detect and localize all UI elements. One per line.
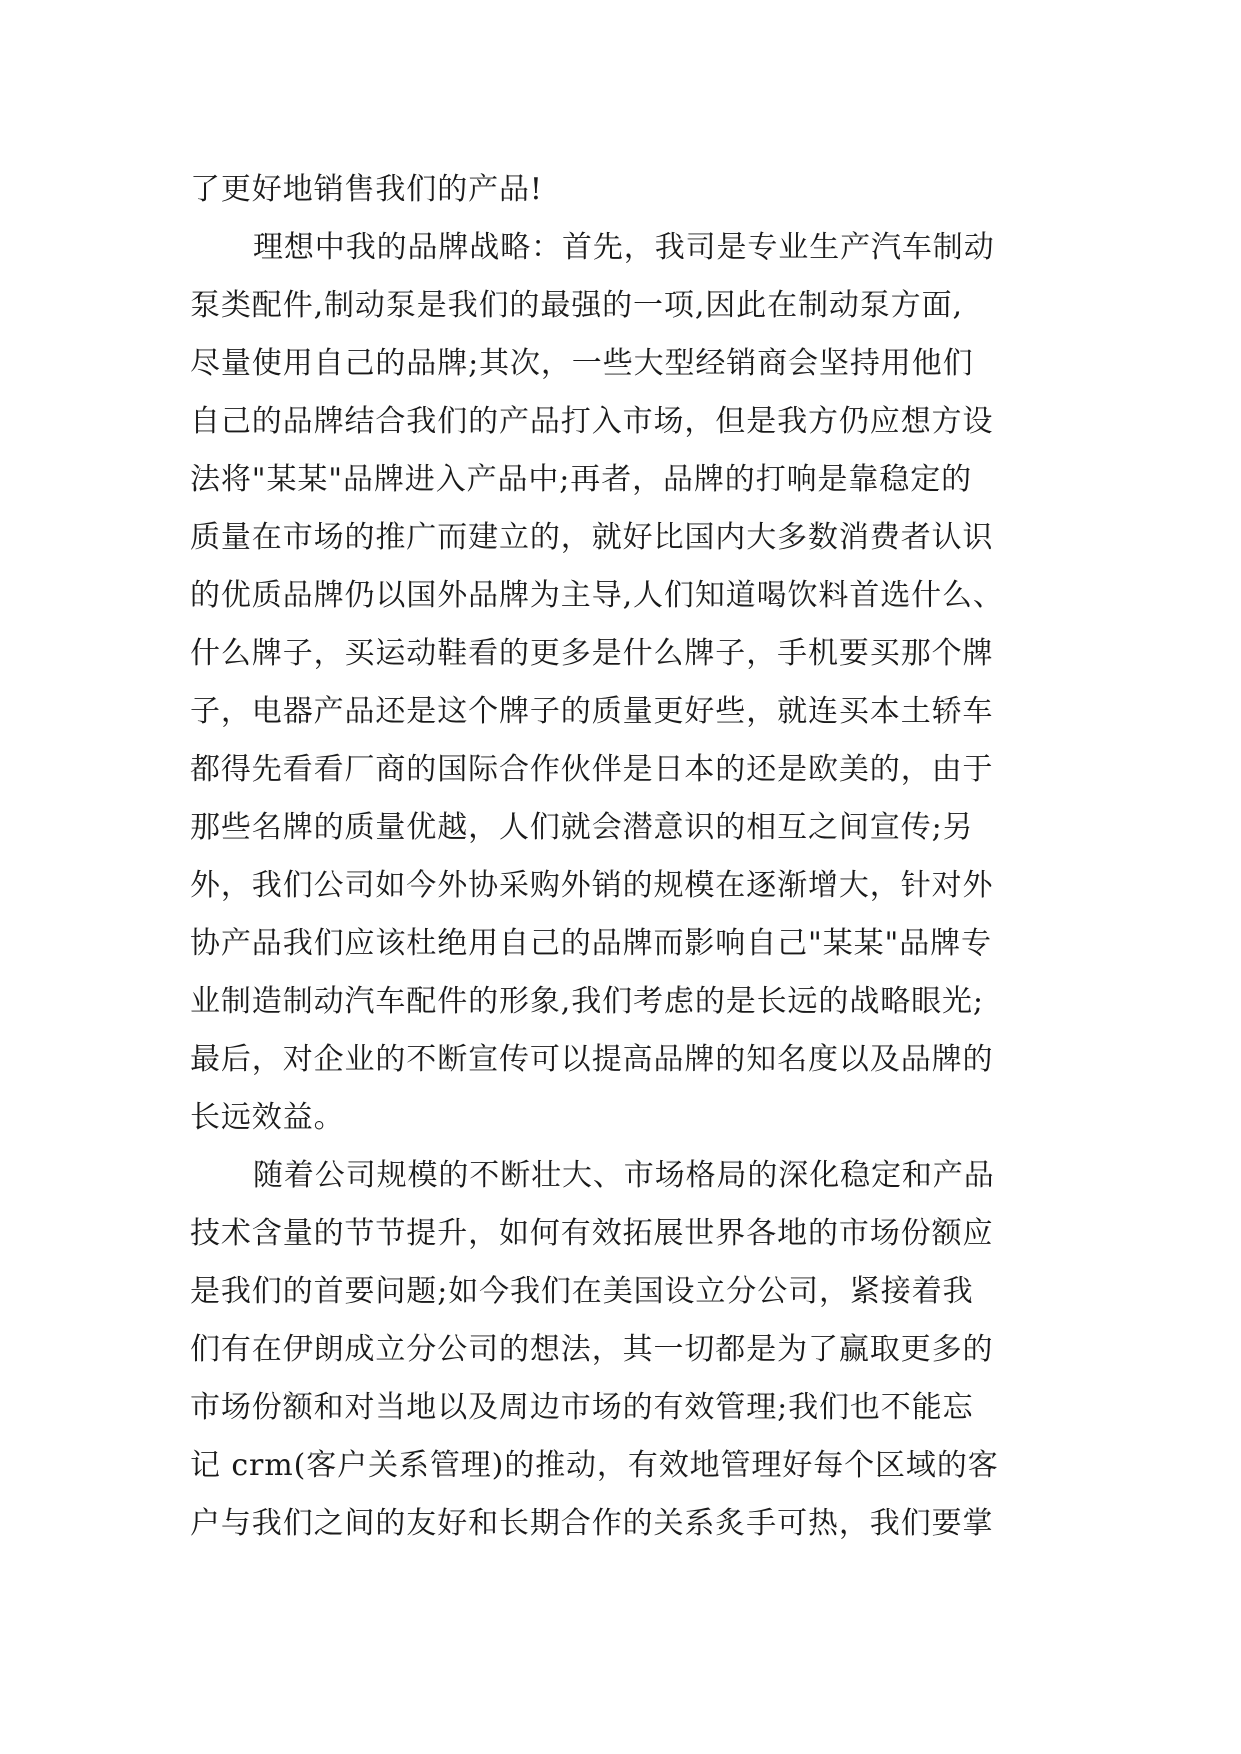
text-line: 外，我们公司如今外协采购外销的规模在逐渐增大，针对外 — [190, 868, 994, 903]
text-line: 质量在市场的推广而建立的，就好比国内大多数消费者认识 — [190, 520, 994, 555]
paragraph-first-line: 理想中我的品牌战略：首先，我司是专业生产汽车制动 — [253, 230, 995, 265]
text-line: 法将"某某"品牌进入产品中;再者，品牌的打响是靠稳定的 — [190, 462, 973, 497]
text-line: 户与我们之间的友好和长期合作的关系炙手可热，我们要掌 — [190, 1506, 994, 1541]
text-line: 都得先看看厂商的国际合作伙伴是日本的还是欧美的，由于 — [190, 752, 994, 787]
text-line: 了更好地销售我们的产品! — [190, 172, 543, 207]
text-line: 市场份额和对当地以及周边市场的有效管理;我们也不能忘 — [190, 1390, 974, 1425]
paragraph-first-line: 随着公司规模的不断壮大、市场格局的深化稳定和产品 — [253, 1158, 995, 1193]
text-line: 什么牌子，买运动鞋看的更多是什么牌子，手机要买那个牌 — [190, 636, 994, 671]
document-body — [190, 161, 1050, 1553]
text-line: 技术含量的节节提升，如何有效拓展世界各地的市场份额应 — [190, 1216, 994, 1251]
text-line: 协产品我们应该杜绝用自己的品牌而影响自己"某某"品牌专 — [190, 926, 992, 961]
text-line: 们有在伊朗成立分公司的想法，其一切都是为了赢取更多的 — [190, 1332, 994, 1367]
text-line: 尽量使用自己的品牌;其次，一些大型经销商会坚持用他们 — [190, 346, 974, 381]
text-line: 那些名牌的质量优越，人们就会潜意识的相互之间宣传;另 — [190, 810, 974, 845]
text-line: 的优质品牌仍以国外品牌为主导,人们知道喝饮料首选什么、 — [190, 578, 1004, 613]
text-line: 泵类配件,制动泵是我们的最强的一项,因此在制动泵方面, — [190, 288, 963, 323]
text-line: 记 crm(客户关系管理)的推动，有效地管理好每个区域的客 — [190, 1448, 999, 1483]
text-line: 最后，对企业的不断宣传可以提高品牌的知名度以及品牌的 — [190, 1042, 994, 1077]
text-line: 业制造制动汽车配件的形象,我们考虑的是长远的战略眼光; — [190, 984, 984, 1019]
text-line: 自己的品牌结合我们的产品打入市场，但是我方仍应想方设 — [190, 404, 994, 439]
text-line: 子，电器产品还是这个牌子的质量更好些，就连买本土轿车 — [190, 694, 994, 729]
text-line: 长远效益。 — [190, 1100, 345, 1135]
text-line: 是我们的首要问题;如今我们在美国设立分公司，紧接着我 — [190, 1274, 974, 1309]
